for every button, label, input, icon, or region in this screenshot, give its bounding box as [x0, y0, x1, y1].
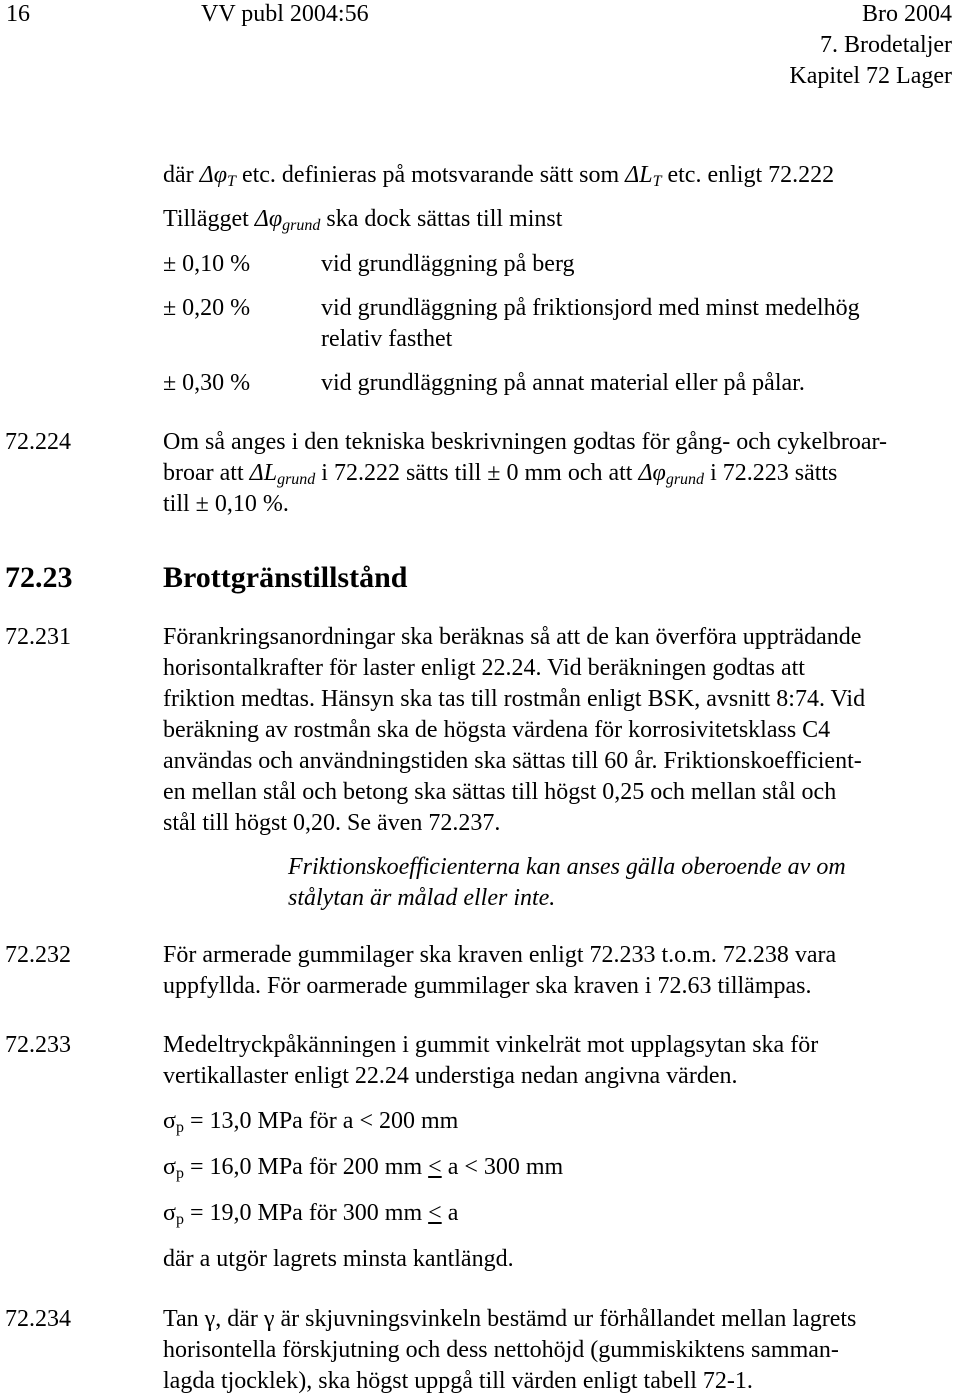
paragraph-72233: Medeltryckpåkänningen i gummit vinkelrät mot upplagsytan ska för vertikallaster enligt 22.24 understiga nedan angivna värden. [163, 1032, 819, 1089]
stress-limit-formula: $\sigma_p = 19,0$ MPa för 300 mm < a [163, 1200, 459, 1228]
heading-number: 72.23 [5, 561, 73, 594]
section-number: 72.233 [5, 1032, 71, 1058]
intro-line-2: Tillägget $\Delta\varphi_{grund}$ ska dock sättas till minst [163, 206, 563, 234]
tolerance-value: ± 0,20 % [163, 295, 251, 321]
chapter-title: 7. Brodetaljer [820, 32, 952, 58]
section-number: 72.234 [5, 1306, 71, 1332]
tolerance-desc: vid grundläggning på berg [321, 251, 575, 277]
tolerance-desc-cont: relativ fasthet [321, 326, 453, 352]
tolerance-value: ± 0,10 % [163, 251, 251, 277]
paragraph-72231: Förankringsanordningar ska beräknas så att de kan överföra uppträdande horisontalkrafter för laster enligt 22.24. Vid beräkningen godtas att friktion medtas. Hänsyn ska tas till rostmån enligt BSK, avsnitt 8:74. Vid beräkning av rostmån ska de högsta värdena för korrosivitetsklass C4 användas och användningstiden ska sättas till 60 år. Friktionskoefficient- en mellan stål och betong ska sättas till högst 0,25 och mellan stål och stål till högst 0,20. Se även 72.237. [163, 624, 866, 836]
section-number: 72.231 [5, 624, 71, 650]
heading-title: Brottgränstillstånd [163, 561, 408, 594]
section-title: Kapitel 72 Lager [789, 63, 952, 89]
section-number: 72.232 [5, 942, 71, 968]
tolerance-desc: vid grundläggning på friktionsjord med minst medelhög [321, 295, 860, 321]
section-number: 72.224 [5, 429, 71, 455]
page-number: 16 [6, 1, 30, 27]
stress-limit-formula: $\sigma_p = 16,0$ MPa för 200 mm < a < 300 mm [163, 1154, 564, 1182]
paragraph-72232: För armerade gummilager ska kraven enligt 72.233 t.o.m. 72.238 vara uppfyllda. För oarmerade gummilager ska kraven i 72.63 tillämpas. [163, 942, 837, 999]
paragraph-72224: Om så anges i den tekniska beskrivningen godtas för gång- och cykelbroar- broar att $\Delta L_{grund}$ i 72.222 sätts till ± 0 mm och att $\Delta\varphi_{grund}$ i 72.223 sätts till ± 0,10 %. [163, 429, 887, 517]
note-72231: Friktionskoefficienterna kan anses gälla oberoende av om stålytan är målad eller inte. [288, 854, 846, 911]
tolerance-desc: vid grundläggning på annat material eller på pålar. [321, 370, 805, 396]
intro-line-1: där $\Delta\varphi_T$ etc. definieras på motsvarande sätt som $\Delta L_T$ etc. enligt 72.222 [163, 162, 835, 190]
stress-limit-formula: $\sigma_p = 13,0$ MPa för a < 200 mm [163, 1108, 459, 1136]
publication-ref: VV publ 2004:56 [201, 1, 369, 27]
tolerance-value: ± 0,30 % [163, 370, 251, 396]
book-title: Bro 2004 [862, 1, 952, 27]
paragraph-72234: Tan γ, där γ är skjuvningsvinkeln bestämd ur förhållandet mellan lagrets horisontella förskjutning och dess nettohöjd (gummiskiktens samman- lagda tjocklek), ska högst uppgå till värden enligt tabell 72-1. [163, 1306, 857, 1394]
stress-limit-note: där a utgör lagrets minsta kantlängd. [163, 1246, 514, 1272]
